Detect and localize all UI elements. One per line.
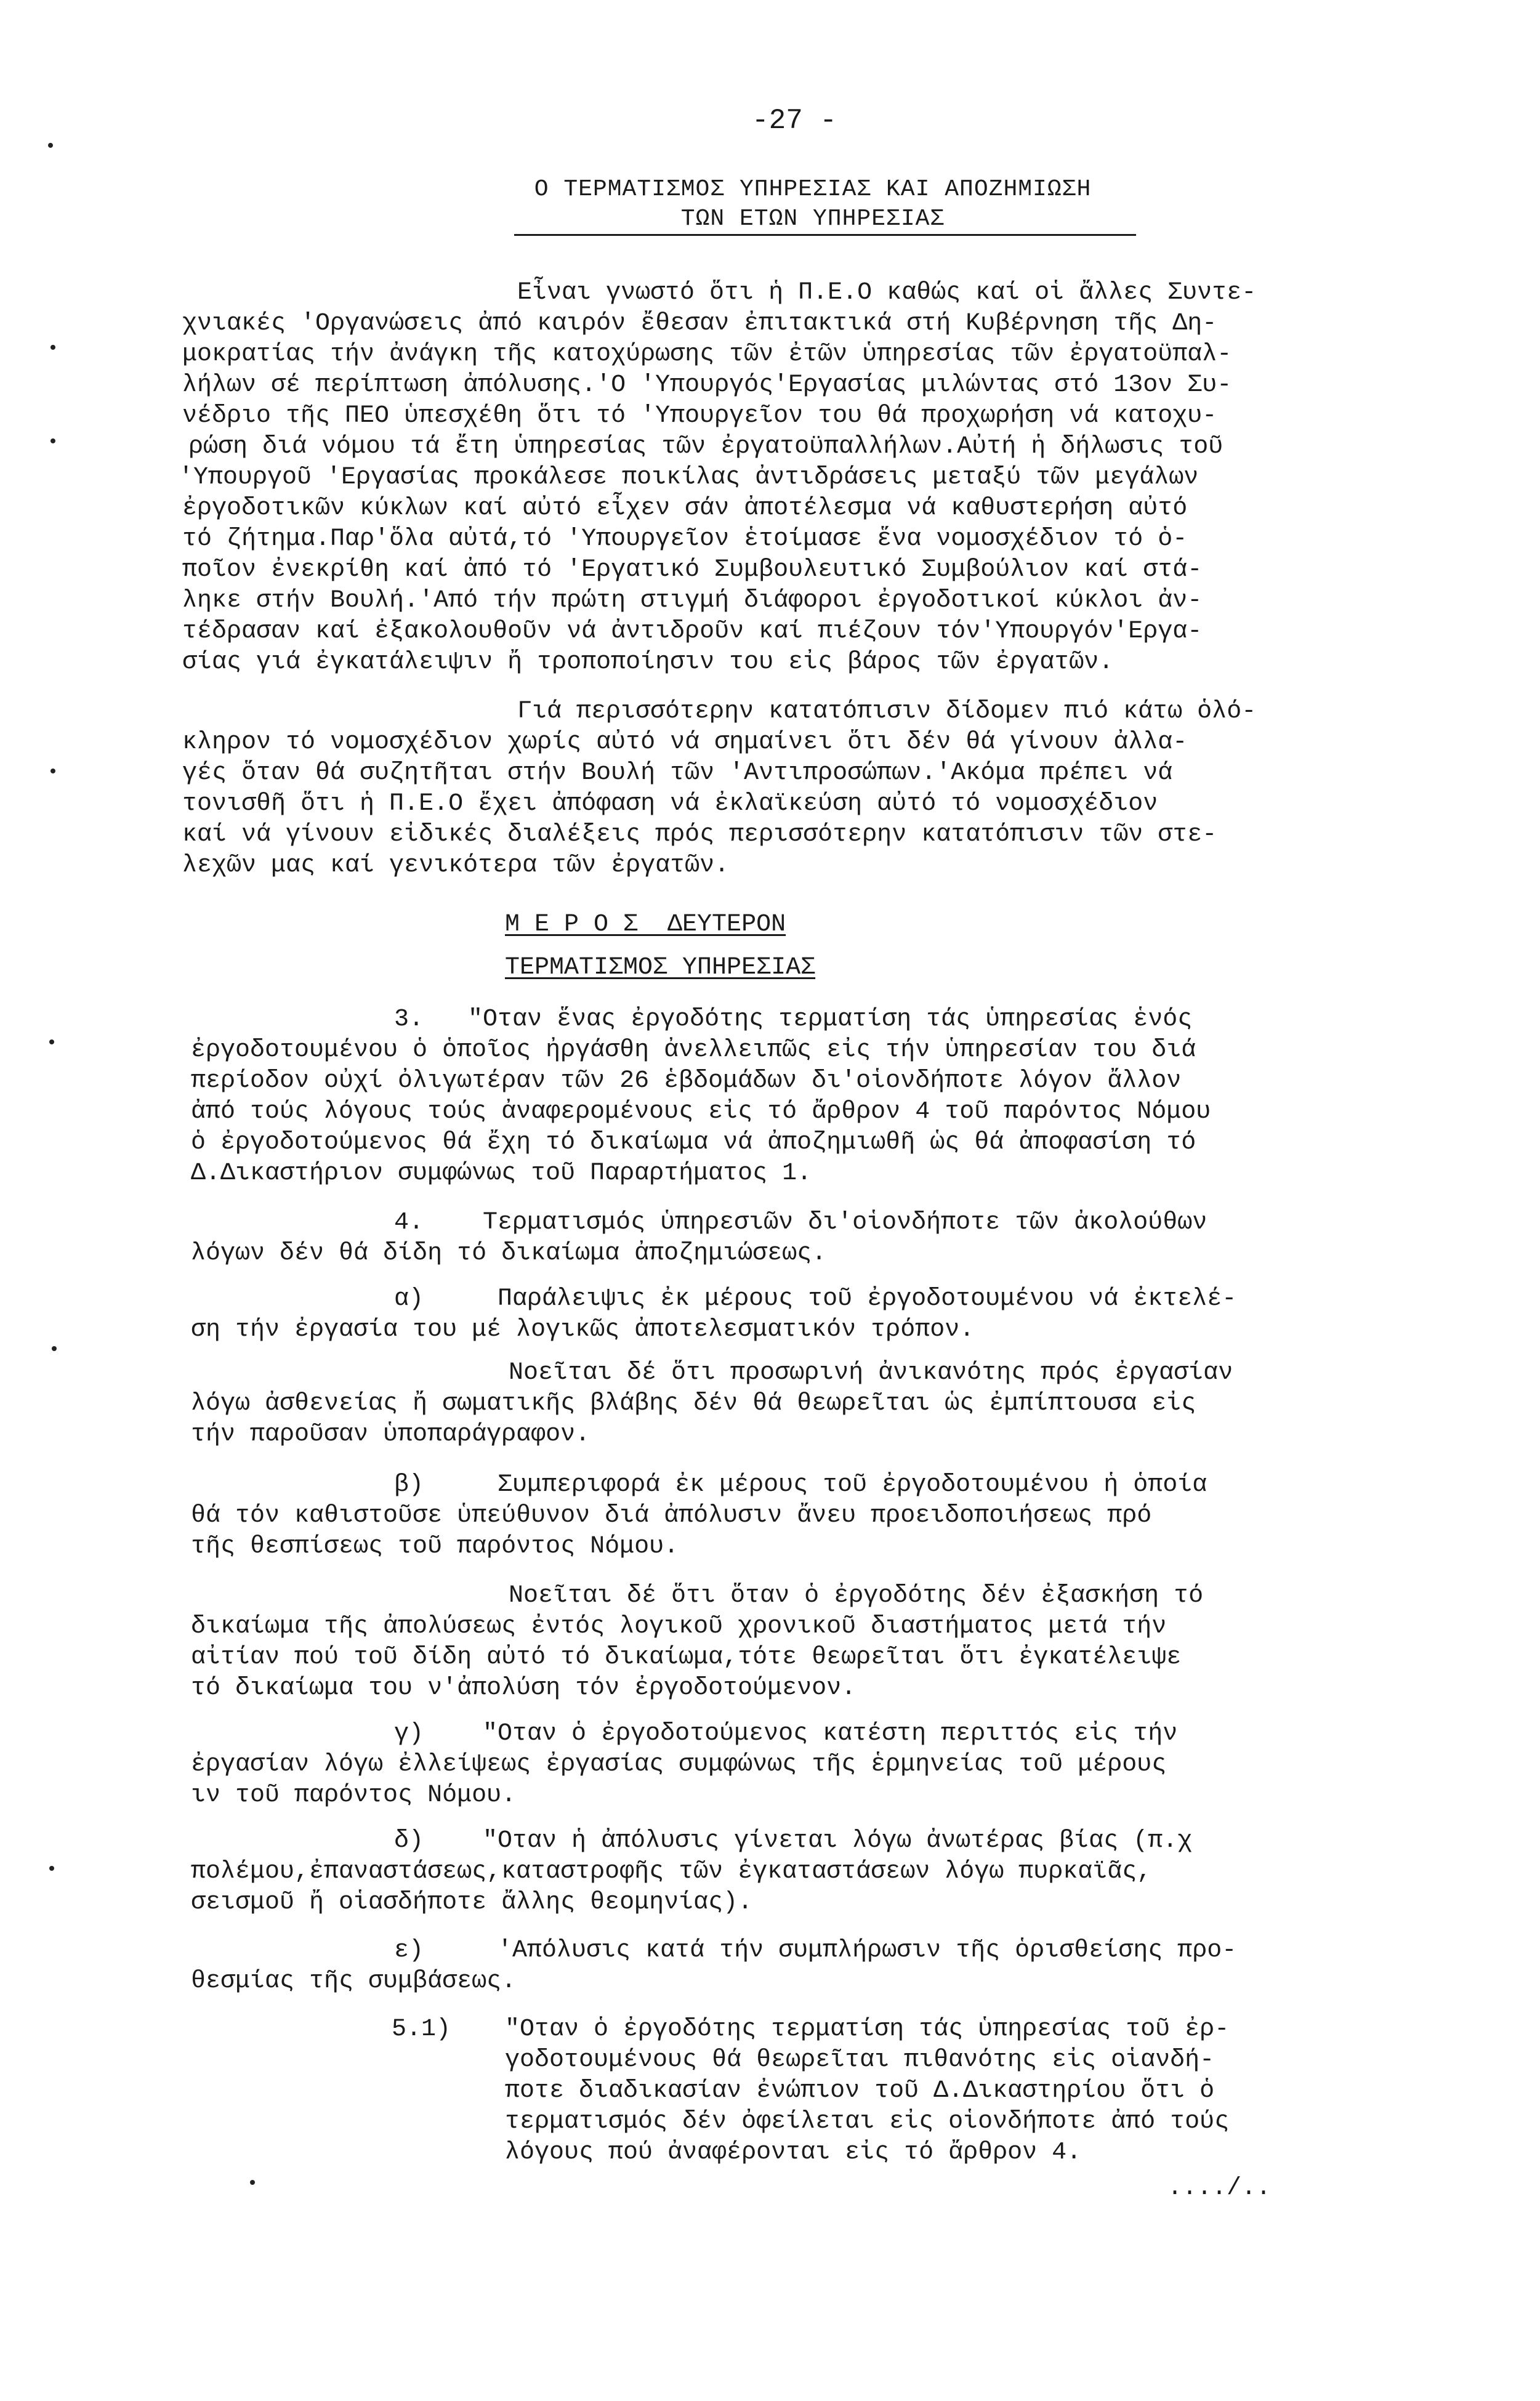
note-a-line: Νοεῖται δέ ὅτι προσωρινή ἀνικανότης πρός ἐργασίαν bbox=[509, 1359, 1233, 1387]
para2-line: λεχῶν μας καί γενικότερα τῶν ἐργατῶν. bbox=[182, 852, 730, 879]
para2-line: καί νά γίνουν εἰδικές διαλέξεις πρός περισσότερην κατατόπισιν τῶν στε- bbox=[182, 821, 1217, 849]
art3-line: περίοδον οὐχί ὀλιγωτέραν τῶν 26 ἑβδομάδων δι'οἱονδήποτε λόγον ἄλλον bbox=[191, 1067, 1182, 1095]
margin-dot bbox=[49, 1866, 54, 1871]
item-e-line: ε) 'Απόλυσις κατά τήν συμπλήρωσιν τῆς ὁρισθείσης προ- bbox=[394, 1937, 1237, 1964]
section-title: Μ Ε Ρ Ο Σ ΔΕΥΤΕΡΟΝ bbox=[505, 911, 786, 938]
note-b-line: αἰτίαν πού τοῦ δίδη αὐτό τό δικαίωμα,τότε θεωρεῖται ὅτι ἐγκατέλειψε bbox=[191, 1644, 1182, 1671]
note-b-line: τό δικαίωμα του ν'ἀπολύση τόν ἐργοδοτούμενον. bbox=[191, 1674, 857, 1702]
para1-line: σίας γιά ἐγκατάλειψιν ἤ τροποποίησιν του εἰς βάρος τῶν ἐργατῶν. bbox=[182, 648, 1114, 676]
margin-dot bbox=[50, 345, 55, 350]
item-d-line: πολέμου,ἐπαναστάσεως,καταστροφῆς τῶν ἐγκαταστάσεων λόγω πυρκαϊᾶς, bbox=[191, 1858, 1152, 1886]
para1-line: Εἶναι γνωστό ὅτι ἡ Π.Ε.Ο καθώς καί οἱ ἄλλες Συντε- bbox=[517, 279, 1257, 307]
para1-line: χνιακές 'Οργανώσεις ἀπό καιρόν ἔθεσαν ἐπιτακτικά στή Κυβέρνηση τῆς Δη- bbox=[182, 310, 1217, 337]
item-c-line: ἐργασίαν λόγω ἐλλείψεως ἐργασίας συμφώνως τῆς ἑρμηνείας τοῦ μέρους bbox=[191, 1751, 1167, 1778]
art3-line: Δ.Δικαστήριον συμφώνως τοῦ Παραρτήματος 1. bbox=[191, 1160, 812, 1187]
note-a-line: τήν παροῦσαν ὑποπαράγραφον. bbox=[191, 1421, 591, 1448]
para1-line: ἐργοδοτικῶν κύκλων καί αὐτό εἶχεν σάν ἀποτέλεσμα νά καθυστερήση αὐτό bbox=[182, 494, 1188, 522]
item-b-line: θά τόν καθιστοῦσε ὑπεύθυνον διά ἀπόλυσιν ἄνευ προειδοποιήσεως πρό bbox=[191, 1502, 1152, 1530]
note-b-line: Νοεῖται δέ ὅτι ὅταν ὁ ἐργοδότης δέν ἐξασκήση τό bbox=[509, 1582, 1204, 1610]
item-b-line: τῆς θεσπίσεως τοῦ παρόντος Νόμου. bbox=[191, 1533, 679, 1560]
note-a-line: λόγω ἀσθενείας ἤ σωματικῆς βλάβης δέν θά θεωρεῖται ὡς ἐμπίπτουσα εἰς bbox=[191, 1390, 1196, 1418]
para1-line: τέδρασαν καί ἐξακολουθοῦν νά ἀντιδροῦν καί πιέζουν τόν'Υπουργόν'Εργα- bbox=[182, 618, 1203, 645]
margin-dot bbox=[50, 438, 55, 443]
margin-dot bbox=[250, 2180, 255, 2185]
section-subtitle: ΤΕΡΜΑΤΙΣΜΟΣ ΥΠΗΡΕΣΙΑΣ bbox=[505, 954, 816, 982]
item-c-line: ιν τοῦ παρόντος Νόμου. bbox=[191, 1782, 517, 1809]
item-a-line: α) Παράλειψις ἐκ μέρους τοῦ ἐργοδοτουμένου νά ἐκτελέ- bbox=[394, 1285, 1237, 1313]
margin-dot bbox=[52, 1346, 57, 1351]
art3-line: ἐργοδοτουμένου ὁ ὁποῖος ἠργάσθη ἀνελλειπῶς εἰς τήν ὑπηρεσίαν του διά bbox=[191, 1036, 1196, 1064]
heading-line-1: Ο ΤΕΡΜΑΤΙΣΜΟΣ ΥΠΗΡΕΣΙΑΣ ΚΑΙ ΑΠΟΖΗΜΙΩΣΗ bbox=[534, 176, 1092, 203]
para2-line: κληρον τό νομοσχέδιον χωρίς αὐτό νά σημαίνει ὅτι δέν θά γίνουν ἀλλα- bbox=[182, 728, 1188, 756]
heading-line-2: ΤΩΝ ΕΤΩΝ ΥΠΗΡΕΣΙΑΣ bbox=[680, 206, 945, 232]
item-a-line: ση τήν ἐργασία του μέ λογικῶς ἀποτελεσματικόν τρόπον. bbox=[191, 1316, 975, 1344]
item-c-line: γ) "Οταν ὁ ἐργοδοτούμενος κατέστη περιττός εἰς τήν bbox=[394, 1720, 1178, 1748]
art4-line: λόγων δέν θά δίδη τό δικαίωμα ἀποζημιώσεως. bbox=[191, 1240, 827, 1267]
continuation-mark: ..../.. bbox=[1167, 2174, 1272, 2202]
art5-line: γοδοτουμένους θά θεωρεῖται πιθανότης εἰς οἱανδή- bbox=[505, 2046, 1215, 2074]
margin-dot bbox=[49, 1039, 54, 1044]
art5-label: 5.1) bbox=[392, 2016, 451, 2043]
para2-line: γές ὅταν θά συζητῆται στήν Βουλή τῶν 'Αντιπροσώπων.'Ακόμα πρέπει νά bbox=[182, 759, 1173, 787]
para1-line: μοκρατίας τήν ἀνάγκη τῆς κατοχύρωσης τῶν ἐτῶν ὑπηρεσίας τῶν ἐργατοϋπαλ- bbox=[182, 341, 1232, 368]
art3-line: ἀπό τούς λόγους τούς ἀναφερομένους εἰς τό ἄρθρον 4 τοῦ παρόντος Νόμου bbox=[191, 1098, 1211, 1126]
art4-line: 4. Τερματισμός ὑπηρεσιῶν δι'οἱονδήποτε τῶν ἀκολούθων bbox=[394, 1209, 1207, 1237]
note-b-line: δικαίωμα τῆς ἀπολύσεως ἐντός λογικοῦ χρονικοῦ διαστήματος μετά τήν bbox=[191, 1613, 1167, 1640]
margin-dot bbox=[48, 143, 53, 148]
art3-line: 3. "Οταν ἕνας ἐργοδότης τερματίση τάς ὑπηρεσίας ἑνός bbox=[394, 1006, 1193, 1033]
item-d-line: σεισμοῦ ἤ οἱασδήποτε ἄλλης θεομηνίας). bbox=[191, 1889, 753, 1916]
art5-line: τερματισμός δέν ὀφείλεται εἰς οἱονδήποτε ἀπό τούς bbox=[505, 2108, 1230, 2136]
item-b-line: β) Συμπεριφορά ἐκ μέρους τοῦ ἐργοδοτουμένου ἡ ὁποία bbox=[394, 1471, 1207, 1499]
art5-line: λόγους πού ἀναφέρονται εἰς τό ἄρθρον 4. bbox=[505, 2139, 1082, 2166]
art5-line: "Οταν ὁ ἐργοδότης τερματίση τάς ὑπηρεσίας τοῦ ἐρ- bbox=[505, 2016, 1230, 2043]
para1-line: τό ζήτημα.Παρ'ὅλα αὐτά,τό 'Υπουργεῖον ἑτοίμασε ἕνα νομοσχέδιον τό ὁ- bbox=[182, 525, 1188, 553]
para2-line: τονισθῆ ὅτι ἡ Π.Ε.Ο ἔχει ἀπόφαση νά ἐκλαϊκεύση αὐτό τό νομοσχέδιον bbox=[182, 790, 1158, 818]
page-number: -27 - bbox=[751, 105, 837, 137]
para2-line: Γιά περισσότερην κατατόπισιν δίδομεν πιό κάτω ὁλό- bbox=[517, 698, 1257, 725]
para1-line: ρώση διά νόμου τά ἔτη ὑπηρεσίας τῶν ἐργατοϋπαλλήλων.Αὐτή ἡ δήλωσις τοῦ bbox=[188, 433, 1224, 461]
para1-line: λήλων σέ περίπτωση ἀπόλυσης.'Ο 'Υπουργός'Εργασίας μιλώντας στό 13ον Συ- bbox=[182, 371, 1232, 399]
para1-line: νέδριο τῆς ΠΕΟ ὑπεσχέθη ὅτι τό 'Υπουργεῖον του θά προχωρήση νά κατοχυ- bbox=[182, 402, 1217, 430]
art3-line: ὁ ἐργοδοτούμενος θά ἔχη τό δικαίωμα νά ἀποζημιωθῆ ὡς θά ἀποφασίση τό bbox=[191, 1129, 1196, 1156]
art5-line: ποτε διαδικασίαν ἐνώπιον τοῦ Δ.Δικαστηρίου ὅτι ὁ bbox=[505, 2077, 1215, 2105]
item-d-line: δ) "Οταν ἡ ἀπόλυσις γίνεται λόγω ἀνωτέρας βίας (π.χ bbox=[394, 1827, 1193, 1855]
heading-underline bbox=[514, 234, 1136, 236]
para1-line: 'Υπουργοῦ 'Εργασίας προκάλεσε ποικίλας ἀντιδράσεις μεταξύ τῶν μεγάλων bbox=[179, 464, 1199, 491]
item-e-line: θεσμίας τῆς συμβάσεως. bbox=[191, 1967, 517, 1995]
para1-line: ληκε στήν Βουλή.'Από τήν πρώτη στιγμή διάφοροι ἐργοδοτικοί κύκλοι ἀν- bbox=[182, 587, 1203, 615]
para1-line: ποῖον ἐνεκρίθη καί ἀπό τό 'Εργατικό Συμβουλευτικό Συμβούλιον καί στά- bbox=[182, 556, 1203, 584]
margin-dot bbox=[50, 769, 55, 773]
